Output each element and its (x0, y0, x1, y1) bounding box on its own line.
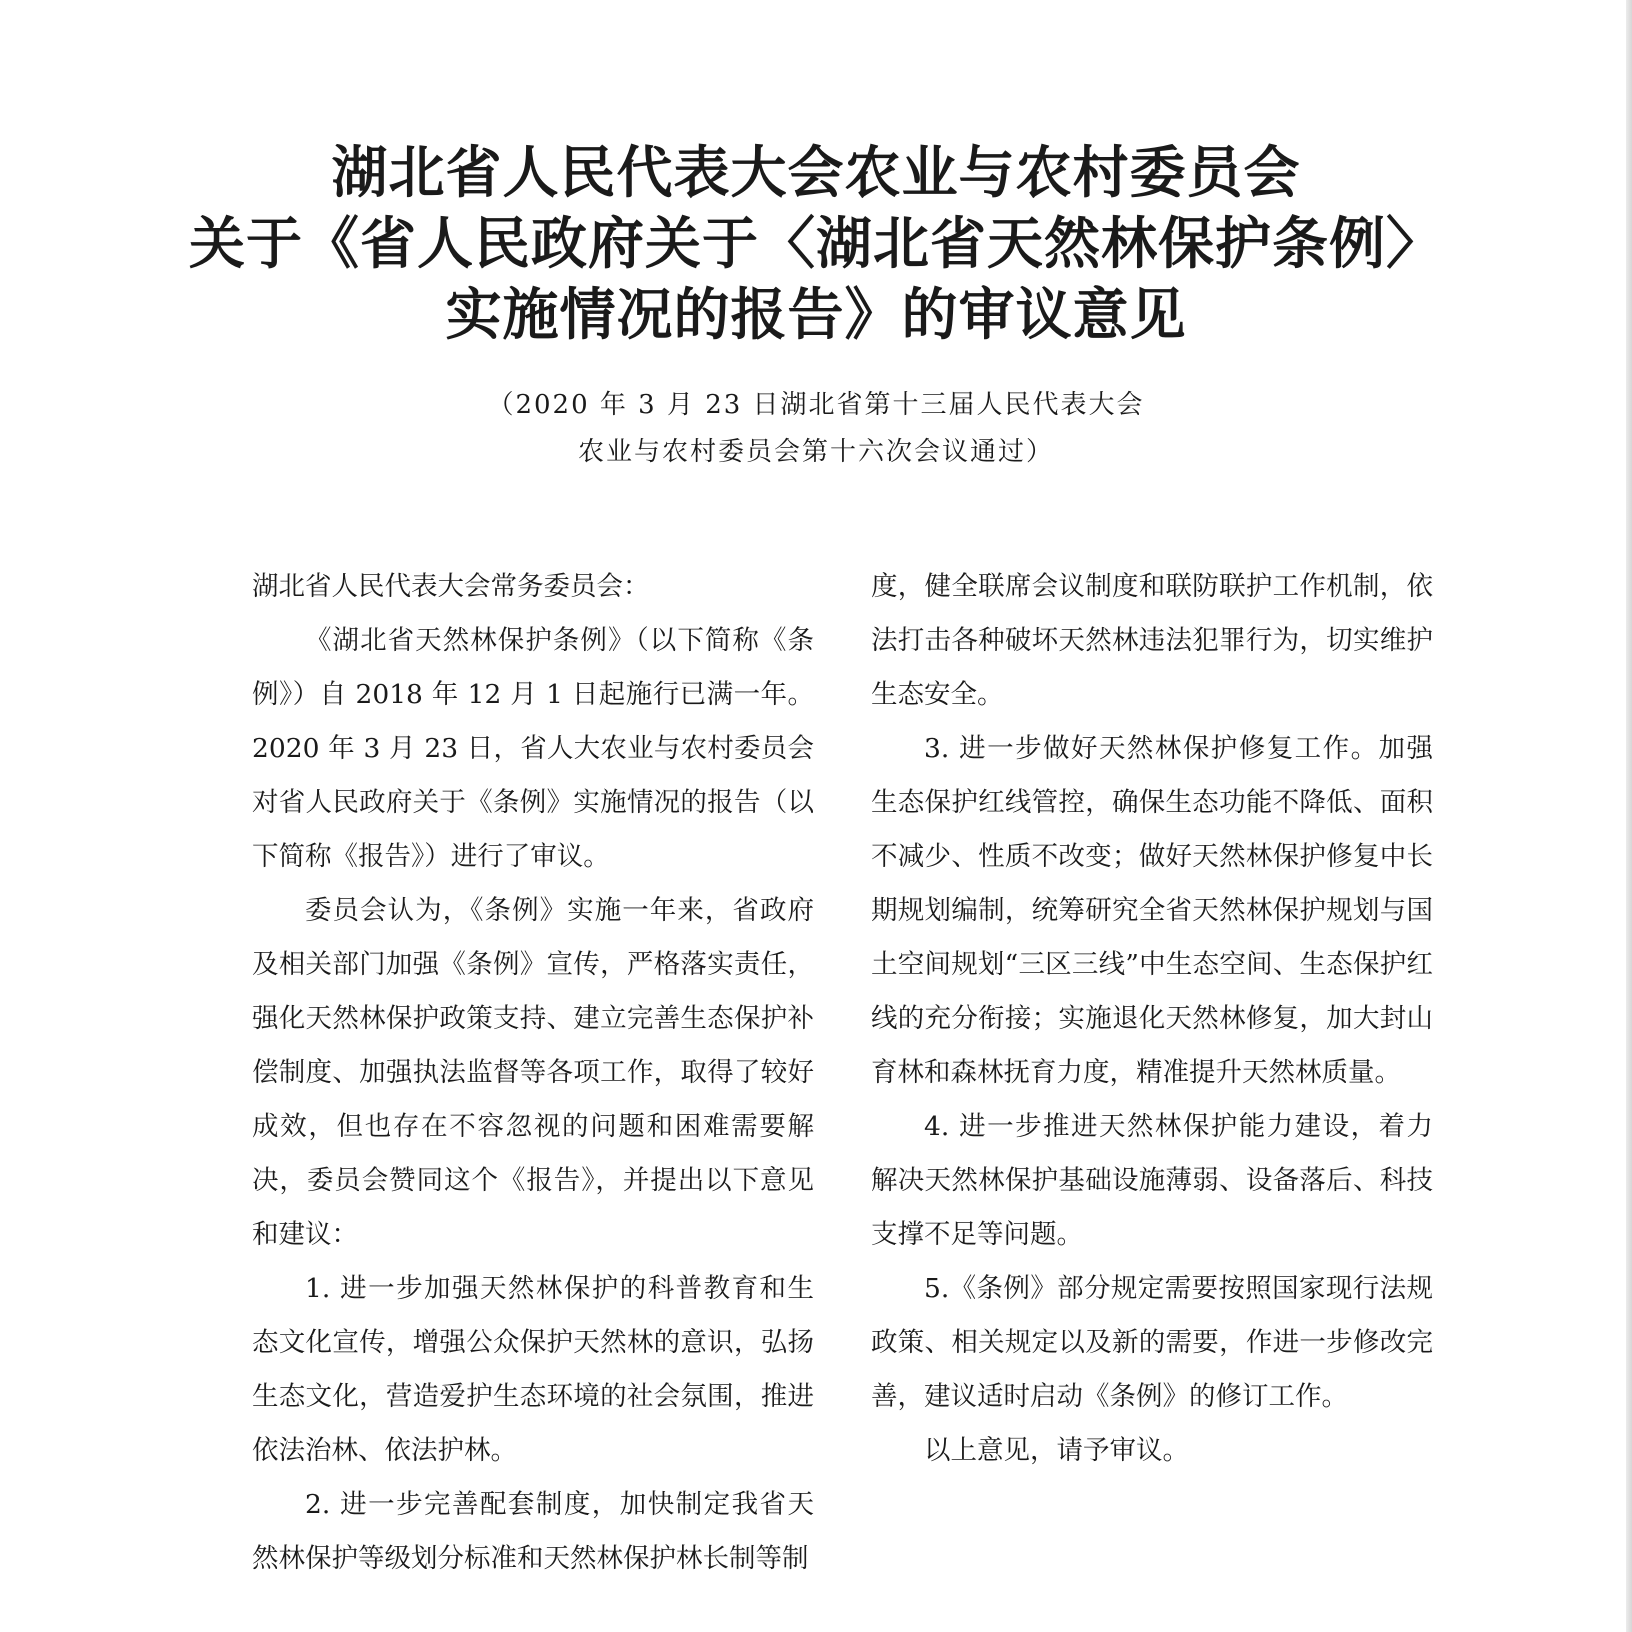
salutation: 湖北省人民代表大会常务委员会： (252, 571, 650, 602)
subtitle-line-1: （2020 年 3 月 23 日湖北省第十三届人民代表大会 (487, 390, 1145, 420)
title-line-3: 实施情况的报告》的审议意见 (445, 283, 1187, 348)
paragraph-item-4: 4. 进一步推进天然林保护能力建设，着力解决天然林保护基础设施薄弱、设备落后、科技支撑不足等问题。 (871, 1111, 1433, 1250)
paragraph-item-2-continued: 度，健全联席会议制度和联防联护工作机制，依法打击各种破坏天然林违法犯罪行为，切实维护生态安全。 (871, 571, 1433, 710)
subtitle-line-2: 农业与农村委员会第十六次会议通过） (577, 437, 1054, 467)
closing-line: 以上意见，请予审议。 (924, 1435, 1189, 1466)
paragraph-item-2: 2. 进一步完善配套制度，加快制定我省天然林保护等级划分标准和天然林保护林长制等制 (252, 1489, 814, 1574)
document-subtitle (0, 382, 1632, 476)
title-line-1: 湖北省人民代表大会农业与农村委员会 (331, 141, 1301, 206)
title-line-2: 关于《省人民政府关于〈湖北省天然林保护条例〉 (189, 212, 1443, 277)
paragraph-item-3: 3. 进一步做好天然林保护修复工作。加强生态保护红线管控，确保生态功能不降低、面积不减少、性质不改变；做好天然林保护修复中长期规划编制，统筹研究全省天然林保护规划与国土空间规划“三区三线”中生态空间、生态保护红线的充分衔接；实施退化天然林修复，加大封山育林和森林抚育力度，精准提升天然林质量。 (871, 733, 1433, 1088)
document-title (0, 138, 1632, 351)
paragraph-item-1: 1. 进一步加强天然林保护的科普教育和生态文化宣传，增强公众保护天然林的意识，弘扬生态文化，营造爱护生态环境的社会氛围，推进依法治林、依法护林。 (252, 1273, 814, 1466)
paragraph-item-5: 5.《条例》部分规定需要按照国家现行法规政策、相关规定以及新的需要，作进一步修改完善，建议适时启动《条例》的修订工作。 (871, 1273, 1433, 1412)
paragraph-intro: 《湖北省天然林保护条例》（以下简称《条例》）自 2018 年 12 月 1 日起施行已满一年。2020 年 3 月 23 日，省人大农业与农村委员会对省人民政府关于《条例》实施情况的报告（以下简称《报告》）进行了审议。 (252, 625, 814, 872)
body-column-left (252, 560, 814, 1586)
body-column-right (871, 560, 1433, 1478)
paragraph-opinion: 委员会认为，《条例》实施一年来，省政府及相关部门加强《条例》宣传，严格落实责任，强化天然林保护政策支持、建立完善生态保护补偿制度、加强执法监督等各项工作，取得了较好成效，但也存在不容忽视的问题和困难需要解决，委员会赞同这个《报告》，并提出以下意见和建议： (252, 895, 814, 1250)
